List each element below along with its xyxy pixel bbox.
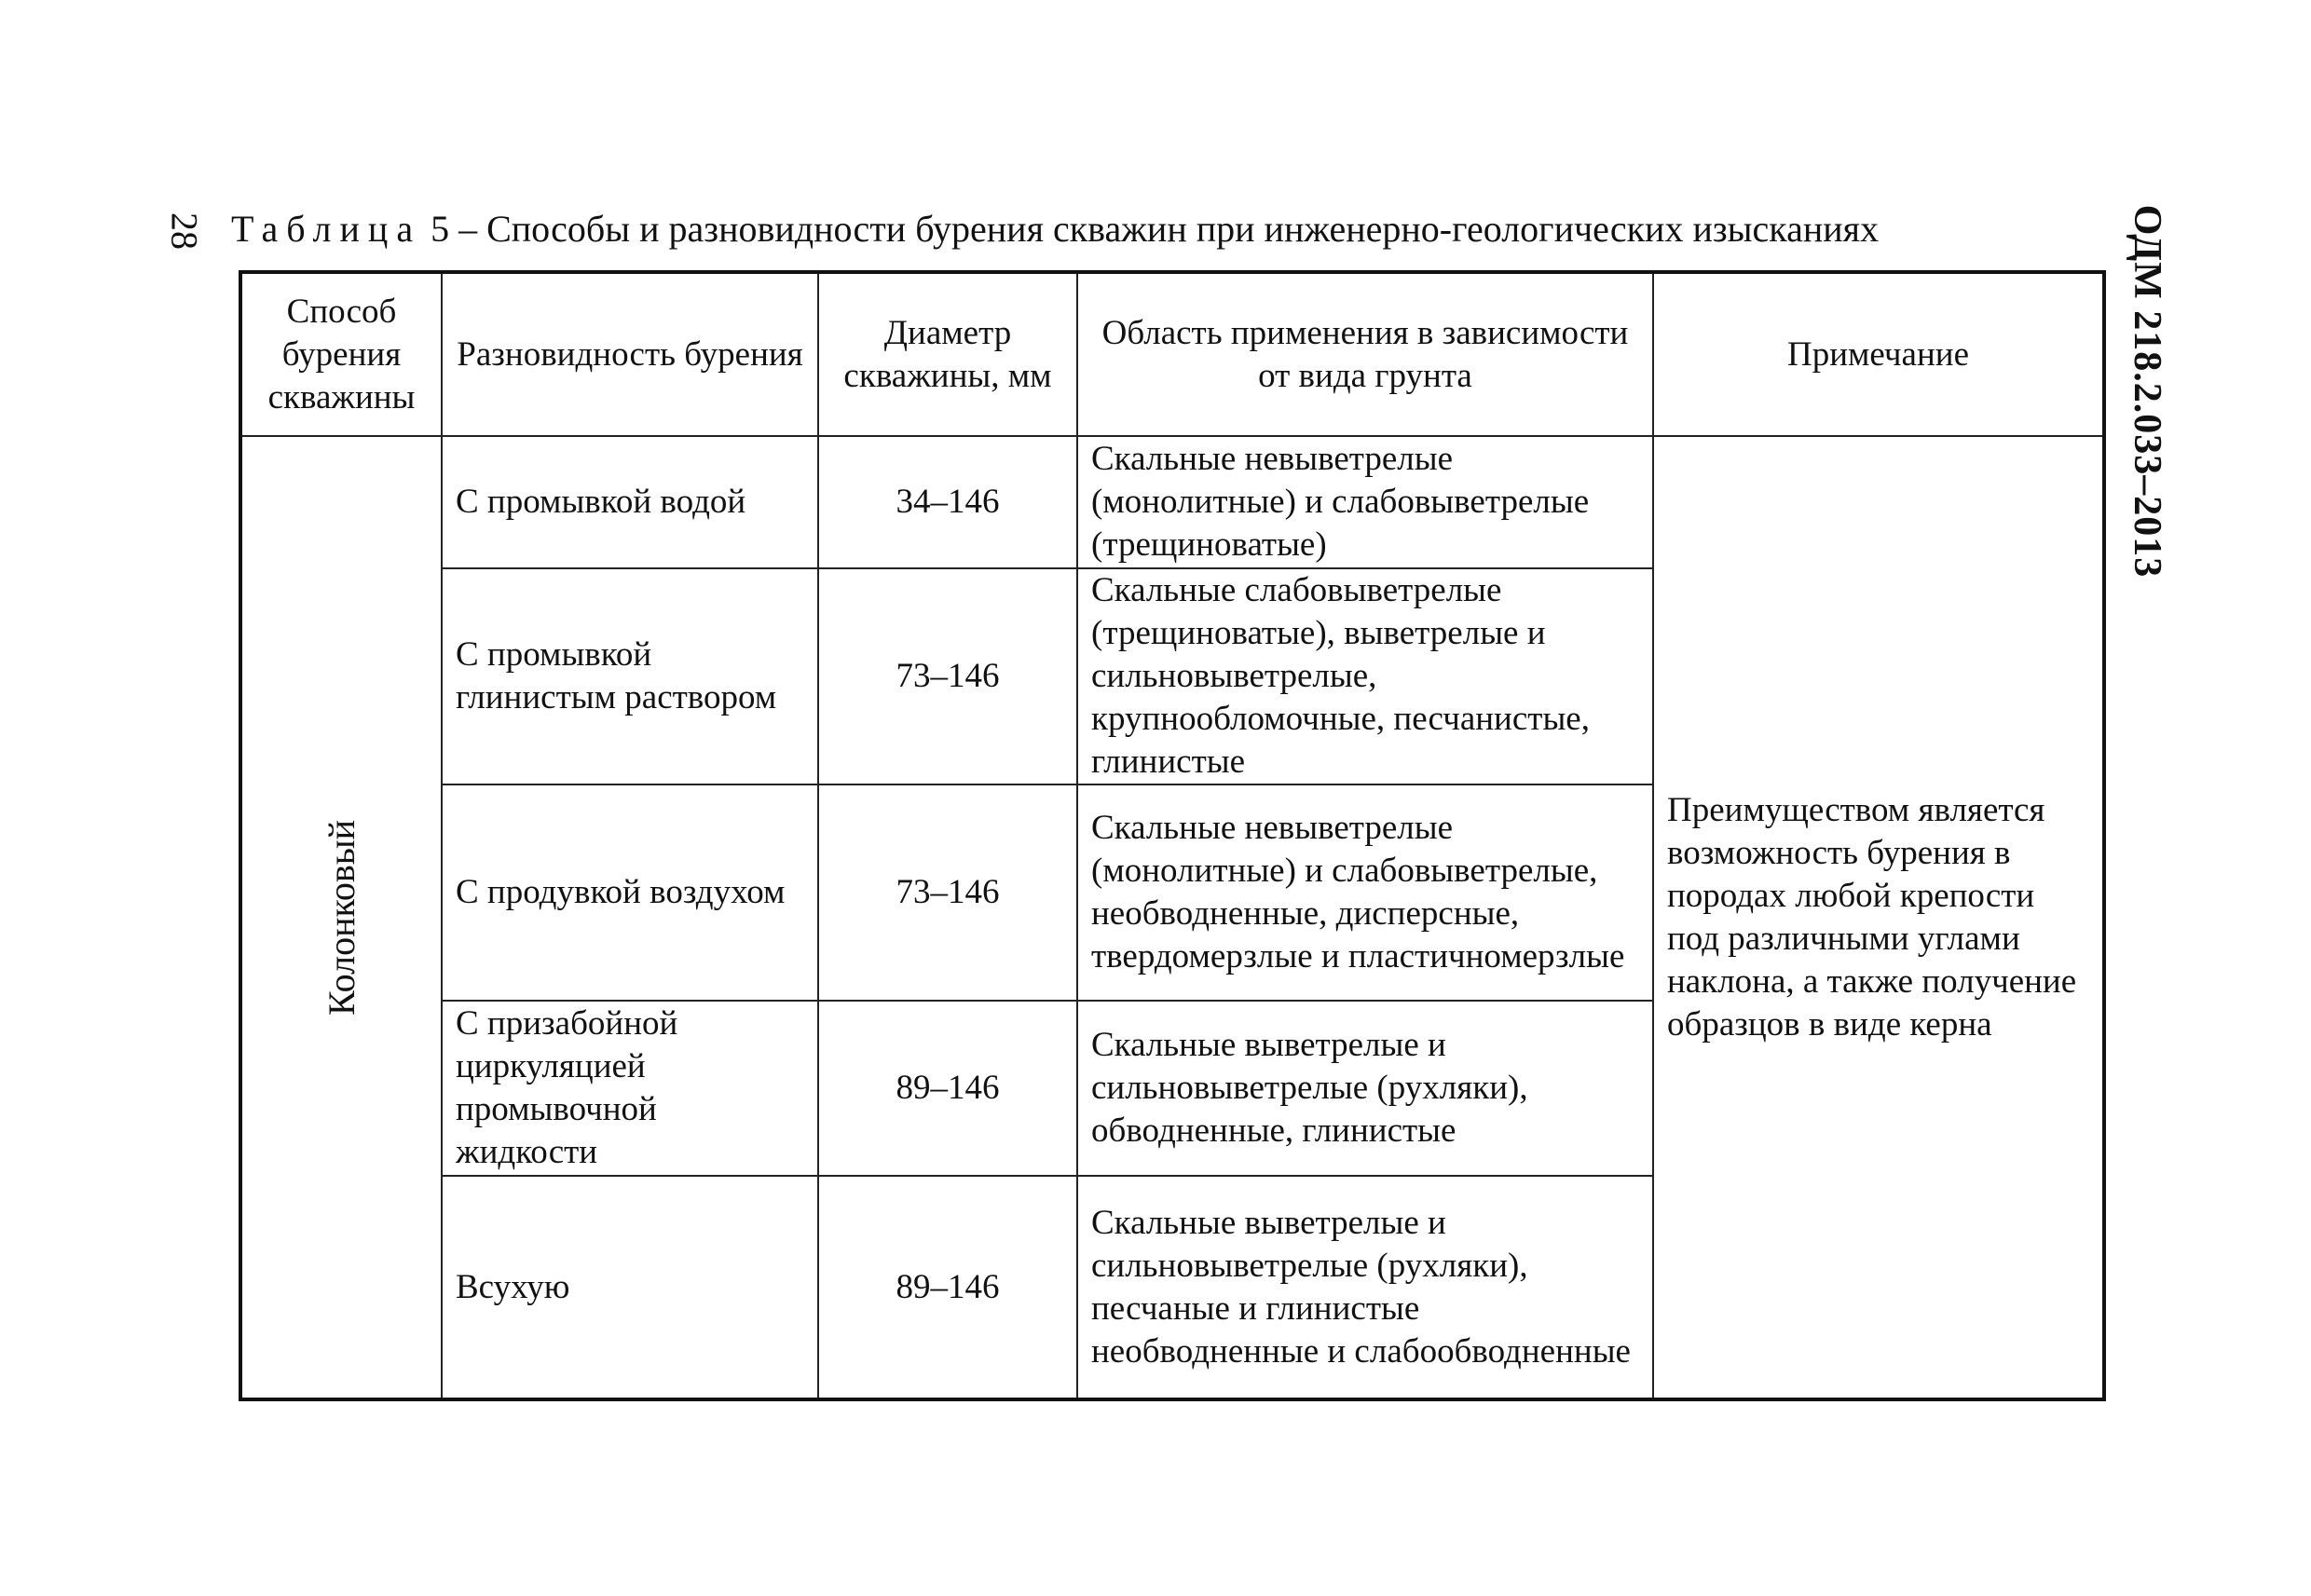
caption-title: – Способы и разновидности бурения скважин при инженерно-геологических изысканиях (458, 208, 1880, 250)
variety-cell: С продувкой воздухом (442, 784, 818, 1001)
header-variety: Разновидность бурения (442, 272, 818, 436)
variety-cell: Всухую (442, 1176, 818, 1399)
header-application: Область применения в зависимости от вида грунта (1077, 272, 1653, 436)
application-cell: Скальные слабовыветрелые (трещиноватые), выветрелые и сильновыветрелые, крупнообломочные, песчанистые, глинистые (1077, 568, 1653, 784)
application-cell: Скальные выветрелые и сильновыветрелые (рухляки), песчаные и глинистые необводненные и слабообводненные (1077, 1176, 1653, 1399)
variety-cell: С промывкой глинистым раствором (442, 568, 818, 784)
caption-number: 5 (431, 208, 450, 250)
drilling-methods-table (239, 270, 2106, 1401)
application-cell: Скальные невыветрелые (монолитные) и слабовыветрелые, необводненные, дисперсные, твердомерзлые и пластичномерзлые (1077, 784, 1653, 1001)
application-cell: Скальные невыветрелые (монолитные) и слабовыветрелые (трещиноватые) (1077, 436, 1653, 568)
header-diameter: Диаметр скважины, мм (818, 272, 1077, 436)
header-method: Способ бурения скважины (240, 272, 442, 436)
table-row (240, 436, 2104, 568)
variety-cell: С призабойной циркуляцией промывочной жидкости (442, 1001, 818, 1176)
diameter-cell: 89–146 (818, 1176, 1077, 1399)
application-cell: Скальные выветрелые и сильновыветрелые (рухляки), обводненные, глинистые (1077, 1001, 1653, 1176)
diameter-cell: 89–146 (818, 1001, 1077, 1176)
variety-cell: С промывкой водой (442, 436, 818, 568)
diameter-cell: 34–146 (818, 436, 1077, 568)
header-note: Примечание (1653, 272, 2104, 436)
page-number: 28 (163, 212, 206, 250)
caption-label: Таблица (231, 208, 422, 250)
table-header-row (240, 272, 2104, 436)
table-caption (231, 207, 1879, 251)
method-cell (240, 436, 442, 1399)
note-cell: Преимуществом является возможность бурения в породах любой крепости под различными углами наклона, а также получение образцов в виде керна (1653, 436, 2104, 1399)
method-label: Колонковый (320, 819, 362, 1016)
diameter-cell: 73–146 (818, 784, 1077, 1001)
document-code: ОДМ 218.2.033–2013 (2126, 204, 2168, 579)
diameter-cell: 73–146 (818, 568, 1077, 784)
